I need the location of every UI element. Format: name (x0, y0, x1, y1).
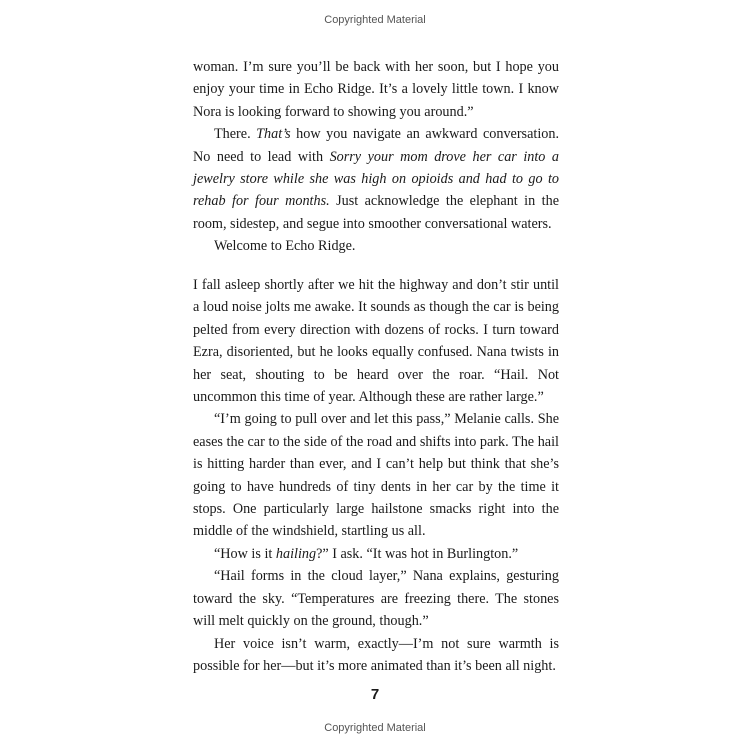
paragraph-woman: woman. I’m sure you’ll be back with her soon, but I hope you enjoy your time in Echo Ridge. It’s a lovely little town. I know Nora is looking forward to showing you around.” (193, 59, 559, 120)
paragraph-fall-asleep: I fall asleep shortly after we hit the highway and don’t stir until a loud noise jolts me awake. It sounds as though the car is being pelted from every direction with dozens of rocks. I turn toward Ezra, disoriented, but he looks equally confused. Nana twists in her seat, shouting to be heard over the roar. “Hail. Not uncommon this time of year. Although these are rather large.” (193, 277, 559, 406)
page-number: 7 (370, 686, 380, 703)
paragraph-hailing (193, 543, 559, 565)
paragraph-her-voice: Her voice isn’t warm, exactly—I’m not sure warmth is possible for her—but it’s more animated than it’s been all night. (193, 635, 559, 674)
paragraph-welcome: Welcome to Echo Ridge. (214, 238, 356, 255)
text-span: “How is it (214, 545, 276, 562)
paragraph-pull-over: “I’m going to pull over and let this pass,” Melanie calls. She eases the car to the side of the road and shifts into park. The hail is hitting harder than ever, and I can’t help but think that she’s going to have hundreds of tiny dents in her car by the time it stops. One particularly large hailstone smacks right into the middle of the windshield, startling us all. (193, 411, 559, 540)
text-span: There. (214, 126, 257, 143)
paragraph-hail-forms: “Hail forms in the cloud layer,” Nana explains, gesturing toward the sky. “Temperatures are freezing there. The stones will melt quickly on the ground, though.” (193, 568, 559, 630)
copyright-watermark-bottom: Copyrighted Material (324, 722, 426, 734)
text-span: ?” I ask. “It was hot in Burlington.” (316, 545, 519, 562)
copyright-watermark-top: Copyrighted Material (324, 14, 426, 26)
italic-text: Sorry your mom drove her car into a jewelry store while she was high on opioids and had to go to rehab for four months. (193, 148, 560, 210)
text-section-2 (193, 274, 559, 677)
text-span: how you navigate an awkward conversation. No need to lead with (193, 126, 559, 165)
paragraph-there (193, 123, 559, 235)
italic-text: That’s (256, 126, 291, 143)
text-section-1 (193, 56, 559, 258)
text-span: Just acknowledge the elephant in the room, sidestep, and segue into smoother conversational waters. (193, 193, 559, 232)
italic-text: hailing (275, 545, 317, 562)
